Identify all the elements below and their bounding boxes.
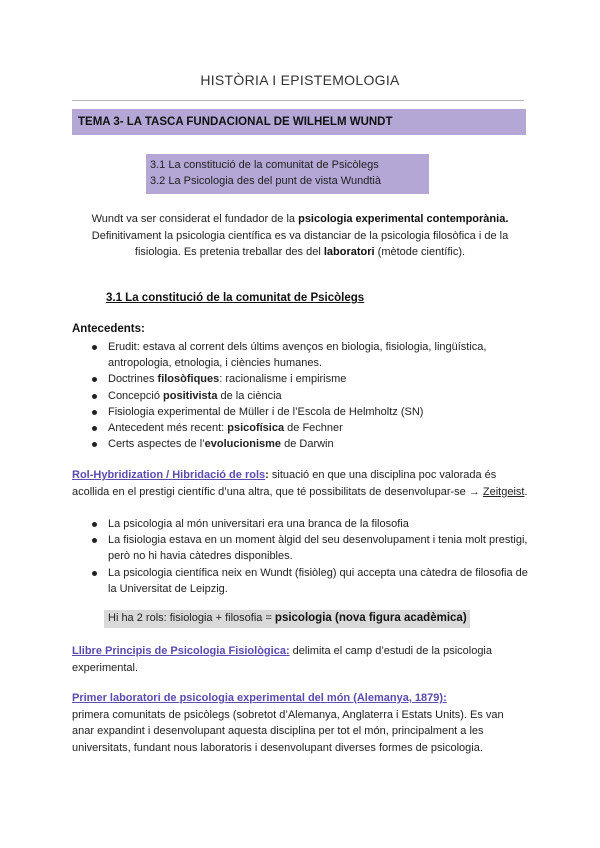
- llibre-paragraph: Llibre Principis de Psicologia Fisiològica: delimita el camp d’estudi de la psicologia experimental.: [72, 645, 492, 674]
- antecedents-label: Antecedents:: [72, 323, 145, 335]
- list-item: Erudit: estava al corrent dels últims avenços en biologia, fisiologia, lingüística, antropologia, etnologia, i ciències humanes.: [90, 339, 530, 371]
- laboratori-paragraph: Primer laboratori de psicologia experimental del món (Alemanya, 1879): primera comunitats de psicòlegs (sobretot d’Alemanya, Anglaterra i Estats Units). Es van anar expandint i desenvolupant aquesta disciplina per tot el món, principalment a les universitats, fundant nous laboratoris i desenvolupant diverses formes de psicologia.: [72, 690, 528, 756]
- bullet-icon: [92, 426, 97, 431]
- list-item: La psicologia al món universitari era una branca de la filosofia: [90, 516, 530, 532]
- list-item: Doctrines filosòfiques: racionalisme i empirisme: [90, 371, 530, 387]
- intro-text: Wundt va ser considerat el fundador de la: [91, 213, 299, 225]
- bullet-icon: [92, 571, 97, 576]
- laboratori-link[interactable]: Primer laboratori de psicologia experimental del món (Alemanya, 1879):: [72, 692, 447, 704]
- table-of-contents: [146, 154, 429, 194]
- bullet-icon: [92, 410, 97, 415]
- list-item: Concepció positivista de la ciència: [90, 388, 530, 404]
- bullet-icon: [92, 377, 97, 382]
- rol-hybridization-link[interactable]: Rol-Hybridization / Hibridació de rols: [72, 469, 266, 481]
- zeitgeist-link[interactable]: Zeitgeist: [482, 485, 525, 498]
- bullet-icon: [92, 394, 97, 399]
- toc-item: 3.1 La constitució de la comunitat de Psicòlegs: [150, 159, 379, 171]
- bullet-icon: [92, 442, 97, 447]
- antecedents-list: [90, 339, 530, 452]
- document-title: HISTÒRIA I EPISTEMOLOGIA: [200, 72, 400, 88]
- title-divider: [72, 100, 524, 101]
- tema-banner: TEMA 3- LA TASCA FUNDACIONAL DE WILHELM WUNDT: [72, 109, 526, 135]
- rol-hybridization-paragraph: Rol-Hybridization / Hibridació de rols: situació en que una disciplina poc valorada és acollida en el prestigi científic d’una altra, que té possibilitats de desenvolupar-se → Zeitgeist.: [72, 469, 528, 498]
- intro-bold: laboratori: [323, 246, 375, 258]
- section-heading: 3.1 La constitució de la comunitat de Psicòlegs: [106, 292, 365, 304]
- bullet-icon: [92, 345, 97, 350]
- bullet-icon: [92, 522, 97, 527]
- rol-bullets-list: [90, 516, 530, 597]
- intro-text: (mètode científic).: [374, 246, 466, 258]
- llibre-link[interactable]: Llibre Principis de Psicologia Fisiològica:: [72, 645, 290, 657]
- list-item: Antecedent més recent: psicofísica de Fechner: [90, 420, 530, 436]
- intro-bold: psicologia experimental contemporània.: [298, 213, 509, 225]
- highlight-summary: Hi ha 2 rols: fisiologia + filosofia = psicologia (nova figura acadèmica): [104, 610, 470, 628]
- list-item: Fisiologia experimental de Müller i de l’Escola de Helmholtz (SN): [90, 404, 530, 420]
- intro-text: Definitivament la psicologia científica es va distanciar de la psicologia filosòfica i de la fisiologia. Es pretenia treballar des del: [91, 229, 509, 258]
- list-item: Certs aspectes de l’evolucionisme de Darwin: [90, 436, 530, 452]
- toc-item: 3.2 La Psicologia des del punt de vista Wundtià: [150, 175, 381, 187]
- list-item: La psicologia científica neix en Wundt (fisiòleg) qui accepta una càtedra de filosofia de la Universitat de Leipzig.: [90, 565, 530, 597]
- bullet-icon: [92, 538, 97, 543]
- intro-paragraph: [72, 211, 528, 261]
- list-item: La fisiologia estava en un moment àlgid del seu desenvolupament i tenia molt prestigi, però no hi havia càtedres disponibles.: [90, 532, 530, 564]
